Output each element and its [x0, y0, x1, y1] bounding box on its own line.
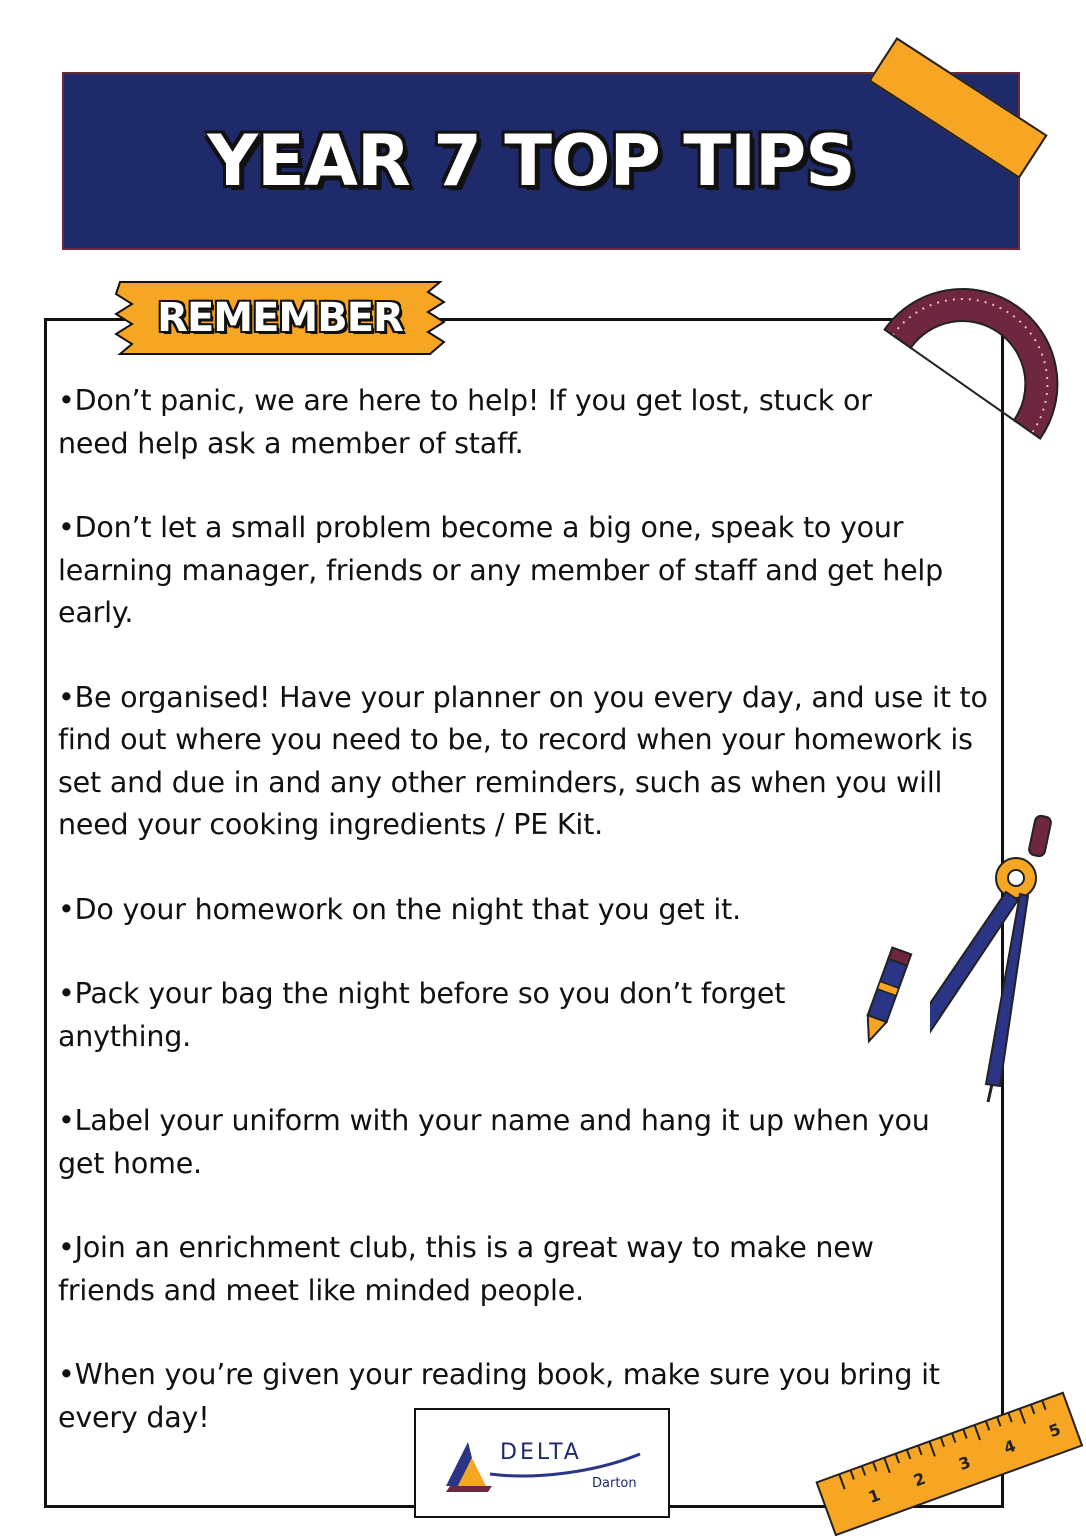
tip-item: •Join an enrichment club, this is a great way to make new friends and meet like minded people. — [58, 1231, 874, 1307]
tips-list — [58, 380, 998, 1481]
ruler-number: 3 — [956, 1452, 974, 1475]
protractor-icon — [868, 268, 1082, 464]
logo-name: DELTA — [500, 1440, 582, 1465]
title-banner — [62, 72, 1020, 250]
logo-subname: Darton — [592, 1476, 637, 1491]
pencil-icon — [855, 944, 915, 1050]
ruler-number: 5 — [1046, 1419, 1064, 1442]
ruler-icon — [812, 1390, 1086, 1536]
ruler-number: 1 — [865, 1485, 883, 1507]
tip-item: •Do your homework on the night that you get it. — [58, 892, 741, 926]
tip-item: •Label your uniform with your name and hang it up when you get home. — [58, 1104, 930, 1180]
ruler-number: 4 — [1001, 1435, 1019, 1458]
school-logo — [414, 1408, 670, 1518]
ruler-number: 2 — [910, 1468, 928, 1491]
compass-icon — [930, 812, 1060, 1104]
tip-item: •When you’re given your reading book, make sure you bring it every day! — [58, 1358, 940, 1434]
tip-item: •Pack your bag the night before so you don’t forget anything. — [58, 977, 786, 1053]
section-heading: REMEMBER — [157, 295, 403, 341]
tip-item: •Don’t let a small problem become a big one, speak to your learning manager, friends or any member of staff and get help early. — [58, 511, 944, 629]
tip-item: •Don’t panic, we are here to help! If you get lost, stuck or need help ask a member of staff. — [58, 384, 872, 460]
remember-label — [110, 278, 450, 358]
tip-item: •Be organised! Have your planner on you every day, and use it to find out where you need to be, to record when your homework is set and due in and any other reminders, such as when you will need your cooking ingredients / PE Kit. — [58, 680, 988, 841]
page-title: YEAR 7 TOP TIPS — [207, 120, 855, 202]
